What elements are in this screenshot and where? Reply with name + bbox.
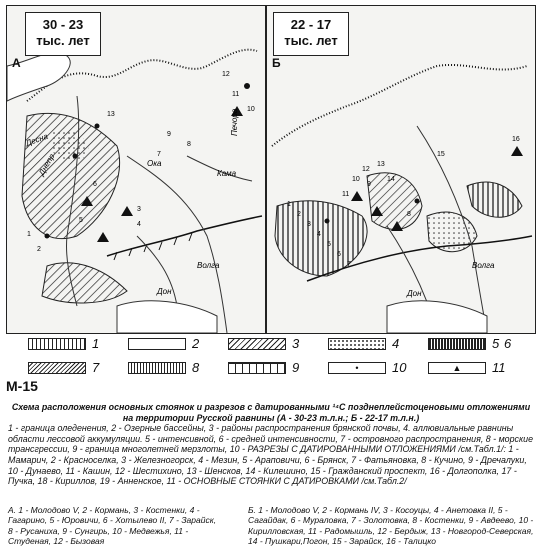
site-b-14: 14	[387, 176, 395, 183]
legend-swatch-permafrost	[228, 362, 286, 374]
map-panel-a	[6, 5, 266, 334]
marine-transgression	[467, 182, 522, 217]
site-b-13: 13	[377, 161, 385, 168]
legend-num-2: 2	[192, 336, 200, 351]
site-b-4: 4	[317, 231, 321, 238]
site-b-6: 6	[337, 251, 341, 258]
site-lists	[8, 505, 534, 555]
legend-num-7: 7	[92, 360, 100, 375]
map-panel-b	[266, 5, 536, 334]
legend-item-11	[428, 360, 506, 375]
legend-item-2	[128, 336, 206, 351]
panel-a-letter: А	[12, 56, 21, 70]
caption-title: Схема расположения основных стоянок и разрезов с датированными ¹⁴С позднеплейстоценовыми отложениями на территории Русской равнины (А - 30-23 т.л.н.; Б - 22-17 т.л.н.)	[11, 402, 531, 423]
figure-code: М-15	[6, 378, 38, 394]
site-a-12: 12	[222, 71, 230, 78]
legend-item-4	[328, 336, 406, 351]
site-a-10: 10	[247, 106, 255, 113]
legend-num-5: 5	[492, 336, 500, 351]
site-b-10: 10	[352, 176, 360, 183]
site-a-13: 13	[107, 111, 115, 118]
site-a-11: 11	[232, 91, 240, 98]
period-b-range: 22 - 17	[290, 17, 332, 32]
legend-num-1: 1	[92, 336, 100, 351]
map-legend	[28, 336, 533, 384]
period-a-range: 30 - 23	[42, 17, 84, 32]
site-b-5: 5	[327, 241, 331, 248]
legend-num-10: 10	[392, 360, 407, 375]
legend-item-10	[328, 360, 406, 375]
site-list-a: А. 1 - Молодово V, 2 - Кормань, 3 - Костенки, 4 - Гагарино, 5 - Юровичи, 6 - Хотылево II, 7 - Зарайск, 8 - Русаниха, 9 - Сунгирь, 10 - Медвежья, 11 - Студеная, 12 - Бызовая	[8, 505, 217, 546]
legend-swatch-marine	[128, 362, 186, 374]
map-label-volga: Волга	[197, 261, 220, 270]
legend-swatch-lake	[128, 338, 186, 350]
site-a-7: 7	[157, 151, 161, 158]
legend-item-1	[28, 336, 106, 351]
legend-item-8	[128, 360, 206, 375]
legend-item-3	[228, 336, 306, 351]
site-a-3: 3	[137, 206, 141, 213]
period-a-unit: тыс. лет	[36, 33, 90, 48]
legend-item-5	[428, 336, 506, 351]
legend-item-7	[28, 360, 106, 375]
map-label-desna: Десна	[24, 131, 50, 148]
legend-swatch-bryansk	[228, 338, 286, 350]
map-label-kama: Кама	[217, 169, 237, 178]
site-b-11: 11	[342, 191, 350, 198]
site-a-6: 6	[93, 181, 97, 188]
site-b-12: 12	[362, 166, 370, 173]
site-b-9: 9	[367, 181, 371, 188]
site-b-7: 7	[347, 261, 351, 268]
legend-num-9: 9	[292, 360, 300, 375]
site-b-15: 15	[437, 151, 445, 158]
site-a-4: 4	[137, 221, 141, 228]
permafrost-boundary	[107, 216, 262, 256]
site-a-5: 5	[79, 217, 83, 224]
legend-num-6: 6	[504, 336, 512, 351]
map-label-volga-b: Волга	[472, 261, 495, 270]
site-a-8: 8	[187, 141, 191, 148]
legend-swatch-site: ▲	[428, 362, 486, 374]
legend-num-3: 3	[292, 336, 300, 351]
legend-swatch-island	[28, 362, 86, 374]
site-a-2: 2	[37, 246, 41, 253]
legend-swatch-alluvial	[328, 338, 386, 350]
site-a-9: 9	[167, 131, 171, 138]
map-label-don-b: Дон	[407, 289, 422, 298]
glacier-boundary-b	[272, 65, 527, 146]
legend-item-9	[228, 360, 306, 375]
legend-swatch-glacier	[28, 338, 86, 350]
permafrost-ticks	[114, 233, 192, 260]
alluvial-plain	[42, 263, 127, 303]
site-b-16: 16	[512, 136, 520, 143]
site-b-8: 8	[407, 211, 411, 218]
site-b-2: 2	[297, 211, 301, 218]
map-label-oka: Ока	[147, 159, 162, 168]
map-label-don: Дон	[157, 287, 172, 296]
site-b-3: 3	[307, 221, 311, 228]
caption-body: 1 - граница оледенения, 2 - Озерные бассейны, 3 - районы распространения брянской почвы, 4. аллювиальные равнины области лессовой аккумуляции. 5 - интенсивной, 6 - средней интенсивности, 7 - островного распространения, 8 - морские трансгрессии, 9 - граница многолетней мерзлоты, 10 - РАЗРЕЗЫ С ДАТИРОВАННЫМИ ОТЛОЖЕНИЯМИ /см.Табл.1/: 1 - Мамарич, 2 - Красноселка, 3 - Железногорск, 4 - Мезин, 5 - Араповичи, 6 - Брянск, 7 - Фатьяновка, 8 - Кучино, 9 - Дречалуки, 10 - Дунаево, 11 - Кашин, 12 - Шестихино, 13 - Шенсков, 14 - Килешино, 15 - Гражданский проспект, 16 - Долгополка, 17 - Пучка, 18 - Кириллов, 19 - Анненское, 11 - ОСНОВНЫЕ СТОЯНКИ С ДАТИРОВКАМИ /см.Табл.2/	[8, 423, 534, 487]
legend-item-6	[498, 336, 518, 351]
site-list-b: Б. 1 - Молодово V, 2 - Кормань IV, 3 - Косоуцы, 4 - Анетовка II, 5 - Сагайдак, 6 - Мураловка, 7 - Золотовка, 8 - Костенки, 9 - Авдеево, 10 - Кирилловская, 11 - Радомышль, 12 - Бердыж, 13 - Новгород-Северская, 14 - Пушкари,Погон, 15 - Зарайск, 16 - Талицко	[248, 505, 534, 546]
legend-swatch-section: •	[328, 362, 386, 374]
site-a-1: 1	[27, 231, 31, 238]
sea	[117, 301, 217, 333]
legend-num-8: 8	[192, 360, 200, 375]
map-label-pechora: Печора	[230, 108, 239, 136]
map-label-dnepr: Днепр	[36, 152, 57, 177]
legend-swatch-intensive	[428, 338, 486, 350]
period-label-b	[273, 12, 349, 56]
legend-num-4: 4	[392, 336, 400, 351]
sea-b	[387, 301, 487, 333]
figure-caption	[8, 402, 534, 487]
legend-num-11: 11	[492, 360, 506, 375]
period-b-unit: тыс. лет	[284, 33, 338, 48]
period-label-a	[25, 12, 101, 56]
site-b-1: 1	[287, 201, 291, 208]
panel-b-letter: Б	[272, 56, 281, 70]
